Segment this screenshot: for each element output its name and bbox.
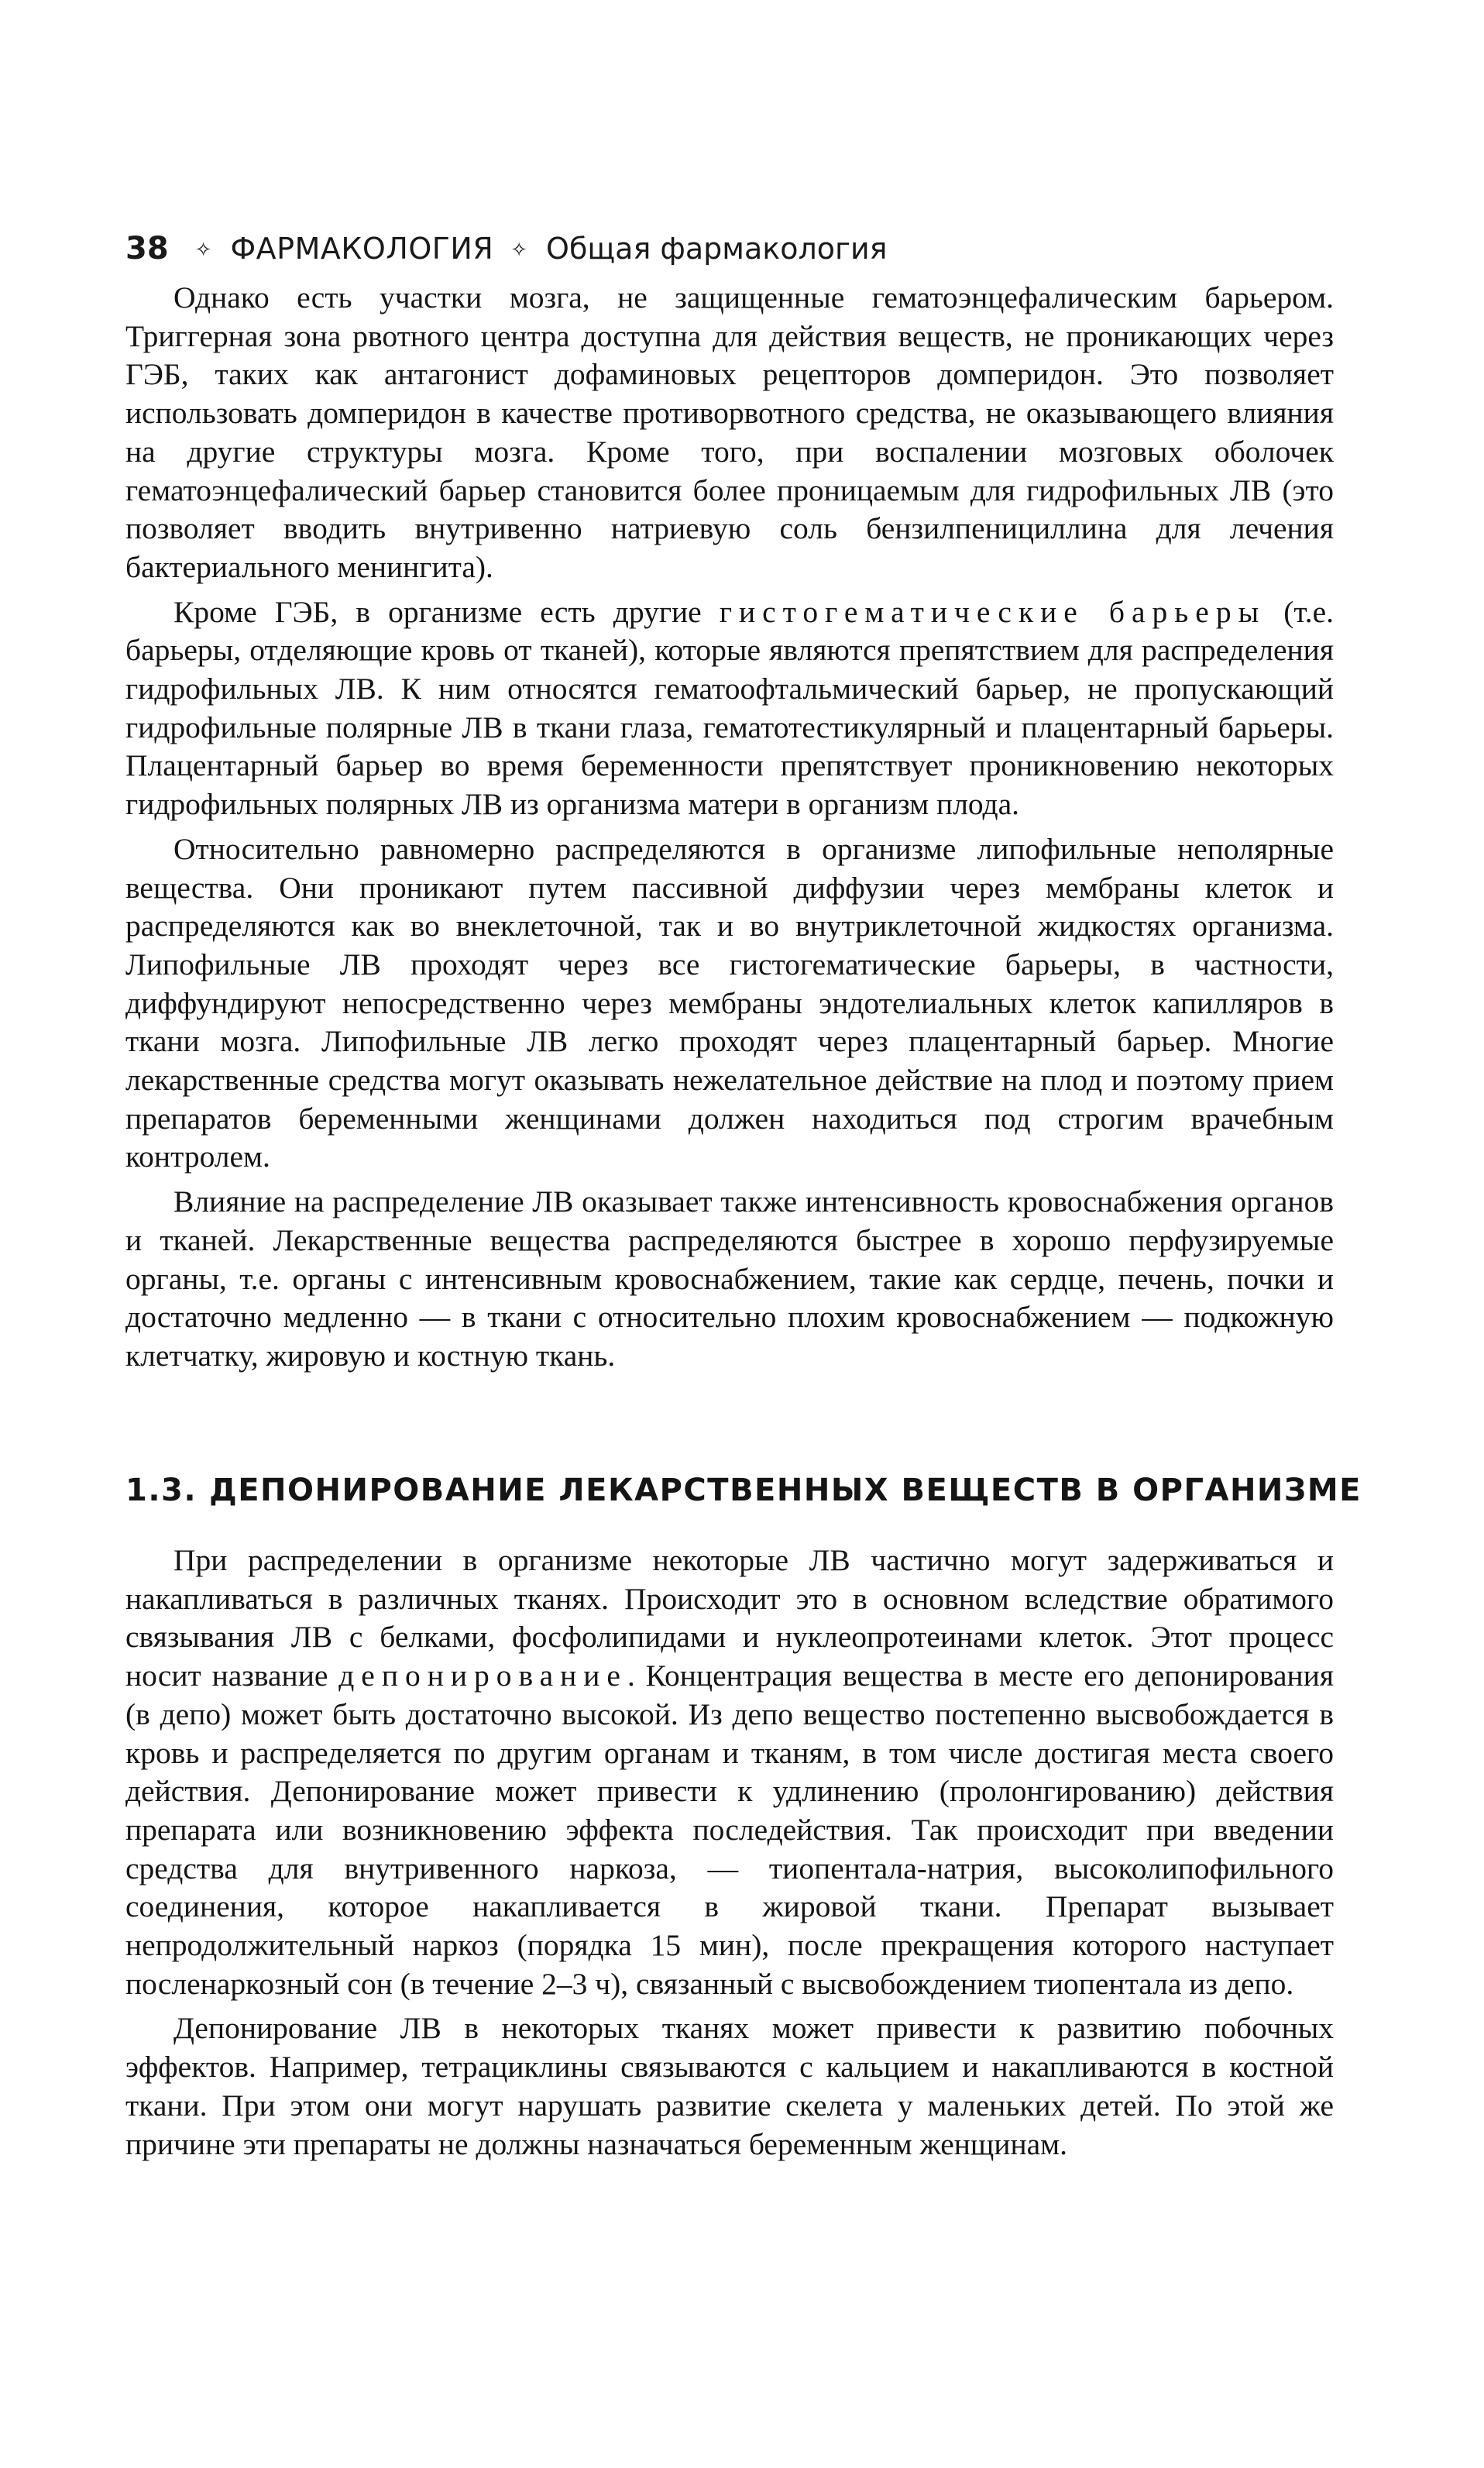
paragraph bbox=[125, 1542, 1334, 2003]
section-title: ДЕПОНИРОВАНИЕ ЛЕКАРСТВЕННЫХ ВЕЩЕСТВ В ОРГАНИЗМЕ bbox=[209, 1473, 1362, 1508]
spaced-term: гистогематические барьеры bbox=[719, 594, 1266, 629]
paragraph bbox=[125, 593, 1334, 824]
paragraph-text: Кроме ГЭБ, в организме есть другие bbox=[173, 594, 720, 629]
text-block-distribution bbox=[125, 279, 1334, 1382]
paragraph: Депонирование ЛВ в некоторых тканях может привести к развитию побочных эффектов. Например, тетрациклины связываются с кальцием и накапливаются в костной ткани. При этом они могут нарушать развитие скелета у маленьких детей. По этой же причине эти препараты не должны назначаться беременным женщинам. bbox=[125, 2011, 1334, 2161]
paragraph: Влияние на распределение ЛВ оказывает также интенсивность кровоснабжения органов и тканей. Лекарственные вещества распределяются быстрее в хорошо перфузируемые органы, т.е. органы с интенсивным кровоснабжением, такие как сердце, печень, почки и достаточно медленно — в ткани с относительно плохим кровоснабжением — подкожную клетчатку, жировую и костную ткань. bbox=[125, 1184, 1334, 1373]
section-number: 1.3. bbox=[125, 1473, 198, 1508]
paragraph-text: (т.е. барьеры, отделяющие кровь от тканей), которые являются препятствием для распределения гидрофильных ЛВ. К ним относятся гематоофтальмический барьер, не пропускающий гидрофильные полярные ЛВ в ткани глаза, гематотестикулярный и плацентарный барьеры. Плацентарный барьер во время беременности препятствует проникновению некоторых гидрофильных полярных ЛВ из организма матери в организм плода. bbox=[125, 594, 1334, 822]
separator-diamond-icon: ✧ bbox=[510, 239, 528, 262]
page-number: 38 bbox=[125, 231, 169, 266]
paragraph-text: При распределении в организме некоторые ЛВ частично могут задерживаться и накапливаться в различных тканях. Происходит это в основном вследствие обратимого связывания ЛВ с белками, фосфолипидами и нуклеопротеинами клеток. Этот процесс носит название bbox=[125, 1543, 1334, 1693]
section-heading bbox=[125, 1466, 1365, 1515]
text-block-deposition bbox=[125, 1542, 1334, 2170]
separator-diamond-icon: ✧ bbox=[194, 239, 212, 262]
paragraph: Однако есть участки мозга, не защищенные гематоэнцефалическим барьером. Триггерная зона рвотного центра доступна для действия веществ, не проникающих через ГЭБ, таких как антагонист дофаминовых рецепторов домперидон. Это позволяет использовать домперидон в качестве противорвотного средства, не оказывающего влияния на другие структуры мозга. Кроме того, при воспалении мозговых оболочек гематоэнцефалический барьер становится более проницаемым для гидрофильных ЛВ (это позволяет вводить внутривенно натриевую соль бензилпенициллина для лечения бактериального менингита). bbox=[125, 280, 1334, 584]
book-title: ФАРМАКОЛОГИЯ bbox=[230, 232, 494, 266]
spaced-term: депонирование bbox=[338, 1659, 627, 1693]
paragraph: Относительно равномерно распределяются в организме липофильные неполярные вещества. Они проникают путем пассивной диффузии через мембраны клеток и распределяются как во внеклеточной, так и во внутриклеточной жидкостях организма. Липофильные ЛВ проходят через все гистогематические барьеры, в частности, диффундируют непосредственно через мембраны эндотелиальных клеток капилляров в ткани мозга. Липофильные ЛВ легко проходят через плацентарный барьер. Многие лекарственные средства могут оказывать нежелательное действие на плод и поэтому прием препаратов беременными женщинами должен находиться под строгим врачебным контролем. bbox=[125, 831, 1334, 1174]
part-title: Общая фармакология bbox=[546, 232, 888, 266]
running-head bbox=[125, 229, 1365, 268]
paragraph-text: . Концентрация вещества в месте его депонирования (в депо) может быть достаточно высокой. Из депо вещество постепенно высвобождается в кровь и распределяется по другим органам и тканям, в том числе достигая места своего действия. Депонирование может привести к удлинению (пролонгированию) действия препарата или возникновению эффекта последействия. Так происходит при введении средства для внутривенного наркоза, — тиопентала-натрия, высоколипофильного соединения, которое накапливается в жировой ткани. Препарат вызывает непродолжительный наркоз (порядка 15 мин), после прекращения которого наступает посленаркозный сон (в течение 2–3 ч), связанный с высвобождением тиопентала из депо. bbox=[125, 1659, 1334, 2001]
